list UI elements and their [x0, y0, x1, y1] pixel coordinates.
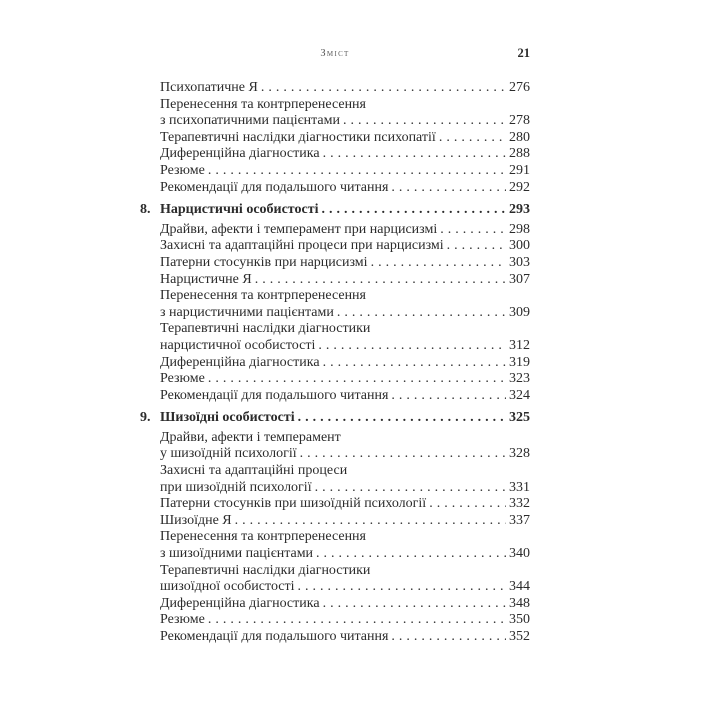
toc-entry [140, 480, 530, 497]
toc-entry-title: Резюме [160, 162, 205, 178]
dot-leader [261, 80, 506, 97]
toc-entry [140, 355, 530, 372]
toc-page-number: 276 [509, 80, 530, 95]
dot-leader [391, 180, 506, 197]
toc-page-number: 298 [509, 221, 530, 237]
toc-page-number: 278 [509, 113, 530, 129]
dot-leader [321, 202, 506, 219]
toc-entry [140, 272, 530, 289]
toc-page-number: 332 [509, 496, 530, 512]
toc-entry [140, 612, 530, 629]
toc-entry-title: Нарцистичні особистості [160, 202, 319, 218]
toc-entry-title: нарцистичної особистості [160, 337, 316, 353]
toc-entry-title: Драйви, афекти і темперамент при нарцисизмі [160, 221, 438, 237]
toc-entry [140, 80, 530, 97]
toc-entry [140, 338, 530, 355]
toc-entry [140, 113, 530, 130]
toc-entry-title: Диференційна діагностика [160, 595, 320, 611]
dot-leader [208, 612, 506, 629]
toc-entry [140, 202, 530, 219]
toc-entry-title: Шизоїдні особистості [160, 410, 295, 426]
toc-page-number: 293 [509, 202, 530, 218]
dot-leader [318, 338, 506, 355]
toc-entry-title: Захисні та адаптаційні процеси [160, 463, 348, 479]
toc-chapter-number: 8. [140, 202, 151, 218]
toc-page-number: 323 [509, 371, 530, 387]
toc-entry-title: з шизоїдними пацієнтами [160, 546, 314, 562]
toc-page-number: 312 [509, 337, 530, 353]
toc-page-number: 331 [509, 479, 530, 495]
toc-page-number: 340 [509, 546, 530, 562]
toc-page-number: 350 [509, 612, 530, 628]
toc-entry [140, 596, 530, 613]
toc-entry-title: Терапевтичні наслідки діагностики [160, 562, 371, 578]
toc-page-number: 324 [509, 387, 530, 403]
toc-page-number: 344 [509, 579, 530, 595]
toc-entry [140, 97, 530, 114]
toc-entry-title: Захисні та адаптаційні процеси при нарцисизмі [160, 238, 444, 254]
toc-page-number: 280 [509, 129, 530, 145]
toc-entry [140, 410, 530, 427]
toc-list [140, 80, 530, 646]
toc-entry-title: Патерни стосунків при нарцисизмі [160, 254, 368, 270]
dot-leader [315, 480, 506, 497]
toc-entry [140, 388, 530, 405]
toc-entry [140, 629, 530, 646]
toc-entry [140, 305, 530, 322]
toc-entry-title: Диференційна діагностика [160, 146, 320, 162]
dot-leader [323, 596, 506, 613]
toc-entry [140, 430, 530, 447]
dot-leader [255, 272, 506, 289]
toc-page-number: 309 [509, 304, 530, 320]
toc-entry-title: Терапевтичні наслідки діагностики [160, 321, 371, 337]
toc-page-number: 337 [509, 512, 530, 528]
toc-entry-title: Терапевтичні наслідки діагностики психопатії [160, 129, 436, 145]
toc-entry-title: Перенесення та контрперенесення [160, 529, 366, 545]
toc-entry [140, 255, 530, 272]
dot-leader [440, 222, 506, 239]
toc-entry [140, 579, 530, 596]
toc-entry-title: Рекомендації для подальшого читання [160, 629, 389, 644]
corner-page-number: 21 [517, 46, 530, 60]
toc-page-number: 303 [509, 254, 530, 270]
toc-entry [140, 563, 530, 580]
toc-page-number: 291 [509, 162, 530, 178]
toc-page-number: 292 [509, 179, 530, 195]
toc-entry [140, 288, 530, 305]
toc-entry [140, 513, 530, 530]
dot-leader [323, 146, 506, 163]
toc-entry-title: Диференційна діагностика [160, 354, 320, 370]
dot-leader [316, 546, 506, 563]
toc-entry-title: Патерни стосунків при шизоїдній психології [160, 496, 427, 512]
toc-entry [140, 238, 530, 255]
dot-leader [391, 388, 506, 405]
toc-page-number: 307 [509, 271, 530, 287]
toc-entry-title: при шизоїдній психології [160, 479, 312, 495]
toc-entry-title: Рекомендації для подальшого читання [160, 387, 389, 403]
toc-page-number: 352 [509, 629, 530, 644]
dot-leader [439, 130, 506, 147]
toc-entry [140, 529, 530, 546]
toc-page-number: 300 [509, 238, 530, 254]
toc-page-number: 288 [509, 146, 530, 162]
toc-entry [140, 146, 530, 163]
dot-leader [300, 446, 506, 463]
toc-entry-title: Резюме [160, 371, 205, 387]
page-header [140, 46, 530, 64]
toc-entry [140, 463, 530, 480]
toc-entry-title: Драйви, афекти і темперамент [160, 429, 341, 445]
toc-entry-title: Нарцистичне Я [160, 271, 252, 287]
toc-entry-title: з нарцистичними пацієнтами [160, 304, 334, 320]
running-title: Зміст [320, 48, 350, 59]
toc-entry [140, 222, 530, 239]
toc-entry-title: у шизоїдній психології [160, 446, 297, 462]
toc-entry-title: Резюме [160, 612, 205, 628]
toc-entry-title: Психопатичне Я [160, 80, 258, 95]
toc-page-number: 348 [509, 595, 530, 611]
toc-entry [140, 321, 530, 338]
toc-entry-title: з психопатичними пацієнтами [160, 113, 340, 129]
toc-page-number: 319 [509, 354, 530, 370]
dot-leader [371, 255, 506, 272]
toc-entry-title: шизоїдної особистості [160, 579, 295, 595]
toc-page-number: 325 [509, 410, 530, 426]
toc-entry [140, 163, 530, 180]
dot-leader [208, 163, 506, 180]
dot-leader [429, 496, 506, 513]
dot-leader [298, 410, 506, 427]
toc-entry [140, 546, 530, 563]
toc-chapter-number: 9. [140, 410, 151, 426]
toc-entry [140, 180, 530, 197]
toc-entry-title: Перенесення та контрперенесення [160, 288, 366, 304]
toc-entry-title: Рекомендації для подальшого читання [160, 179, 389, 195]
toc-entry [140, 371, 530, 388]
toc-entry-title: Шизоїдне Я [160, 512, 232, 528]
toc-entry [140, 446, 530, 463]
toc-page-number: 328 [509, 446, 530, 462]
dot-leader [298, 579, 506, 596]
dot-leader [235, 513, 506, 530]
dot-leader [447, 238, 506, 255]
dot-leader [337, 305, 506, 322]
toc-entry-title: Перенесення та контрперенесення [160, 96, 366, 112]
dot-leader [391, 629, 506, 646]
toc-entry [140, 496, 530, 513]
dot-leader [208, 371, 506, 388]
dot-leader [343, 113, 506, 130]
dot-leader [323, 355, 506, 372]
toc-entry [140, 130, 530, 147]
